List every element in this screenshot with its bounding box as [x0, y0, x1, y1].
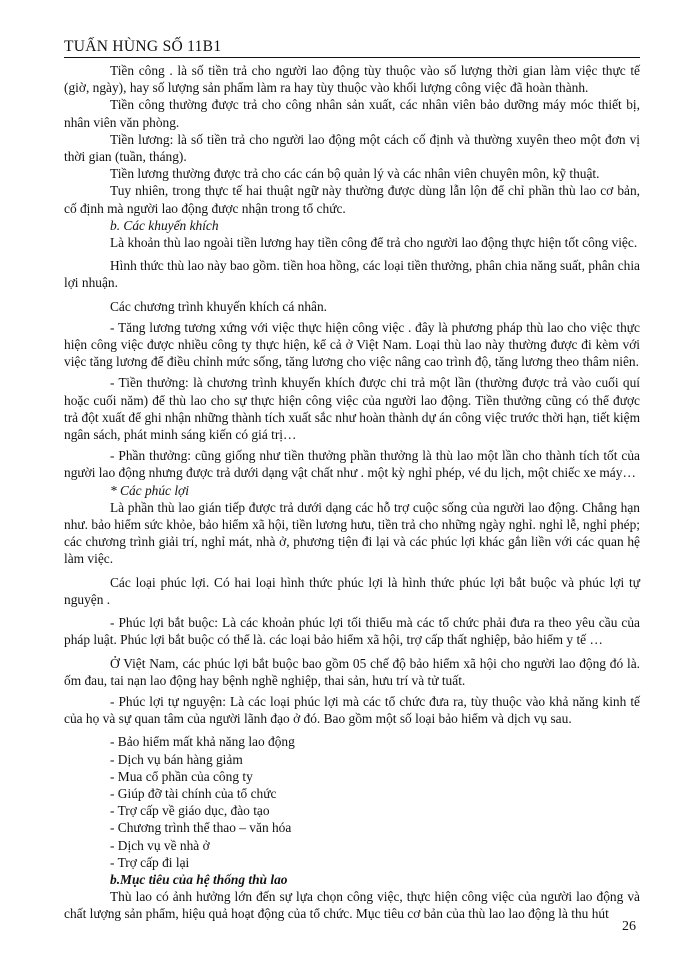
paragraph: Các loại phúc lợi. Có hai loại hình thức phúc lợi là hình thức phúc lợi bắt buộc và phúc lợi tự nguyện . — [64, 574, 640, 607]
list-item: - Giúp đỡ tài chính của tổ chức — [110, 785, 277, 801]
page-number: 26 — [622, 919, 636, 934]
paragraph: Hình thức thù lao này bao gồm. tiền hoa hồng, các loại tiền thưởng, phân chia năng suất, phân chia lợi nhuận. — [64, 258, 640, 291]
list-item: - Bảo hiểm mất khả năng lao động — [110, 734, 295, 750]
list-item: - Trợ cấp về giáo dục, đào tạo — [110, 803, 270, 819]
section-heading: b.Mục tiêu của hệ thống thù lao — [110, 871, 288, 887]
paragraph: Tiền lương thường được trả cho các cán bộ quản lý và các nhân viên chuyên môn, kỹ thuật. — [110, 166, 600, 182]
list-item: - Dịch vụ bán hàng giảm — [110, 751, 243, 767]
paragraph: Ở Việt Nam, các phúc lợi bắt buộc bao gồm 05 chế độ bảo hiểm xã hội cho người lao động đó là. ốm đau, tai nạn lao động hay bệnh nghề nghiệp, thai sản, hưu trí và tử tuất. — [64, 655, 640, 688]
list-item: - Chương trình thể thao – văn hóa — [110, 820, 292, 836]
paragraph: Tiền công thường được trả cho công nhân sản xuất, các nhân viên bảo dưỡng máy móc thiết bị, nhân viên văn phòng. — [64, 97, 640, 130]
paragraph: - Tăng lương tương xứng với việc thực hiện công việc . đây là phương pháp thù lao cho việc thực hiện công việc được nhiều công ty thực hiện, kể cả ở Việt Nam. Loại thù lao này thường được đi kèm với việc tăng lương để điều chỉnh mức sống, tăng lương cho việc nâng cao trình độ, tăng lương theo thâm niên. — [64, 319, 640, 370]
paragraph: - Phúc lợi bắt buộc: Là các khoản phúc lợi tối thiểu mà các tổ chức phải đưa ra theo yêu cầu của pháp luật. Phúc lợi bắt buộc có thể là. các loại bảo hiểm xã hội, trợ cấp thất nghiệp, bảo hiểm y tế … — [64, 615, 640, 648]
page-header: TUẤN HÙNG SỐ 11B1 — [64, 38, 640, 58]
subheading: b. Các khuyến khích — [110, 217, 219, 233]
paragraph: - Phần thưởng: cũng giống như tiền thưởng phần thưởng là thù lao một lần cho thành tích tốt của người lao động nhưng được trả dưới dạng vật chất như . một kỳ nghỉ phép, vé du lịch, một chiếc xe máy… — [64, 448, 640, 481]
section-paragraph: Thù lao có ảnh hưởng lớn đến sự lựa chọn công việc, thực hiện công việc của người lao động và chất lượng sản phẩm, hiệu quả hoạt động của tổ chức. Mục tiêu cơ bản của thù lao lao động là thu hút — [64, 889, 640, 922]
subheading: * Các phúc lợi — [110, 482, 189, 498]
list-item: - Mua cổ phần của công ty — [110, 768, 253, 784]
paragraph-group — [64, 62, 640, 727]
paragraph: Tuy nhiên, trong thực tế hai thuật ngữ này thường được dùng lẫn lộn để chỉ phần thù lao cơ bản, cố định mà người lao động được nhận trong tổ chức. — [64, 183, 640, 216]
page-body — [64, 62, 640, 923]
paragraph: Tiền công . là số tiền trả cho người lao động tùy thuộc vào số lượng thời gian làm việc thực tế (giờ, ngày), hay số lượng sản phẩm làm ra hay tùy thuộc vào khối lượng công việc đã hoàn thành. — [64, 63, 640, 96]
paragraph: Là khoản thù lao ngoài tiền lương hay tiền công để trả cho người lao động thực hiện tốt công việc. — [110, 235, 638, 251]
paragraph: - Tiền thưởng: là chương trình khuyến khích được chi trả một lần (thường được trả vào cuối quí hoặc cuối năm) để thù lao cho sự thực hiện công việc của người lao động. Tiền thưởng cũng có thể được trả đột xuất để ghi nhận những thành tích xuất sắc như hoàn thành dự án công việc trước thời hạn, tiết kiệm ngân sách, phát minh sáng kiến có giá trị… — [64, 375, 640, 443]
benefits-list — [64, 733, 640, 871]
paragraph: Tiền lương: là số tiền trả cho người lao động một cách cố định và thường xuyên theo một đơn vị thời gian (tuần, tháng). — [64, 131, 640, 165]
paragraph: Là phần thù lao gián tiếp được trả dưới dạng các hỗ trợ cuộc sống của người lao động. Chẳng hạn như. bảo hiểm sức khỏe, bảo hiểm xã hội, tiền lương hưu, tiền trả cho những ngày nghỉ. nghỉ lễ, nghỉ phép; các chương trình giải trí, nghỉ mát, nhà ở, phương tiện đi lại và các phúc lợi khác gắn liền với các quan hệ làm việc. — [64, 499, 640, 567]
list-item: - Trợ cấp đi lại — [110, 854, 190, 870]
paragraph: - Phúc lợi tự nguyện: Là các loại phúc lợi mà các tổ chức đưa ra, tùy thuộc vào khả năng kinh tế của họ và sự quan tâm của người lãnh đạo ở đó. Bao gồm một số loại bảo hiểm và dịch vụ sau. — [64, 693, 640, 727]
list-item: - Dịch vụ về nhà ở — [110, 837, 210, 853]
paragraph: Các chương trình khuyến khích cá nhân. — [110, 298, 327, 314]
